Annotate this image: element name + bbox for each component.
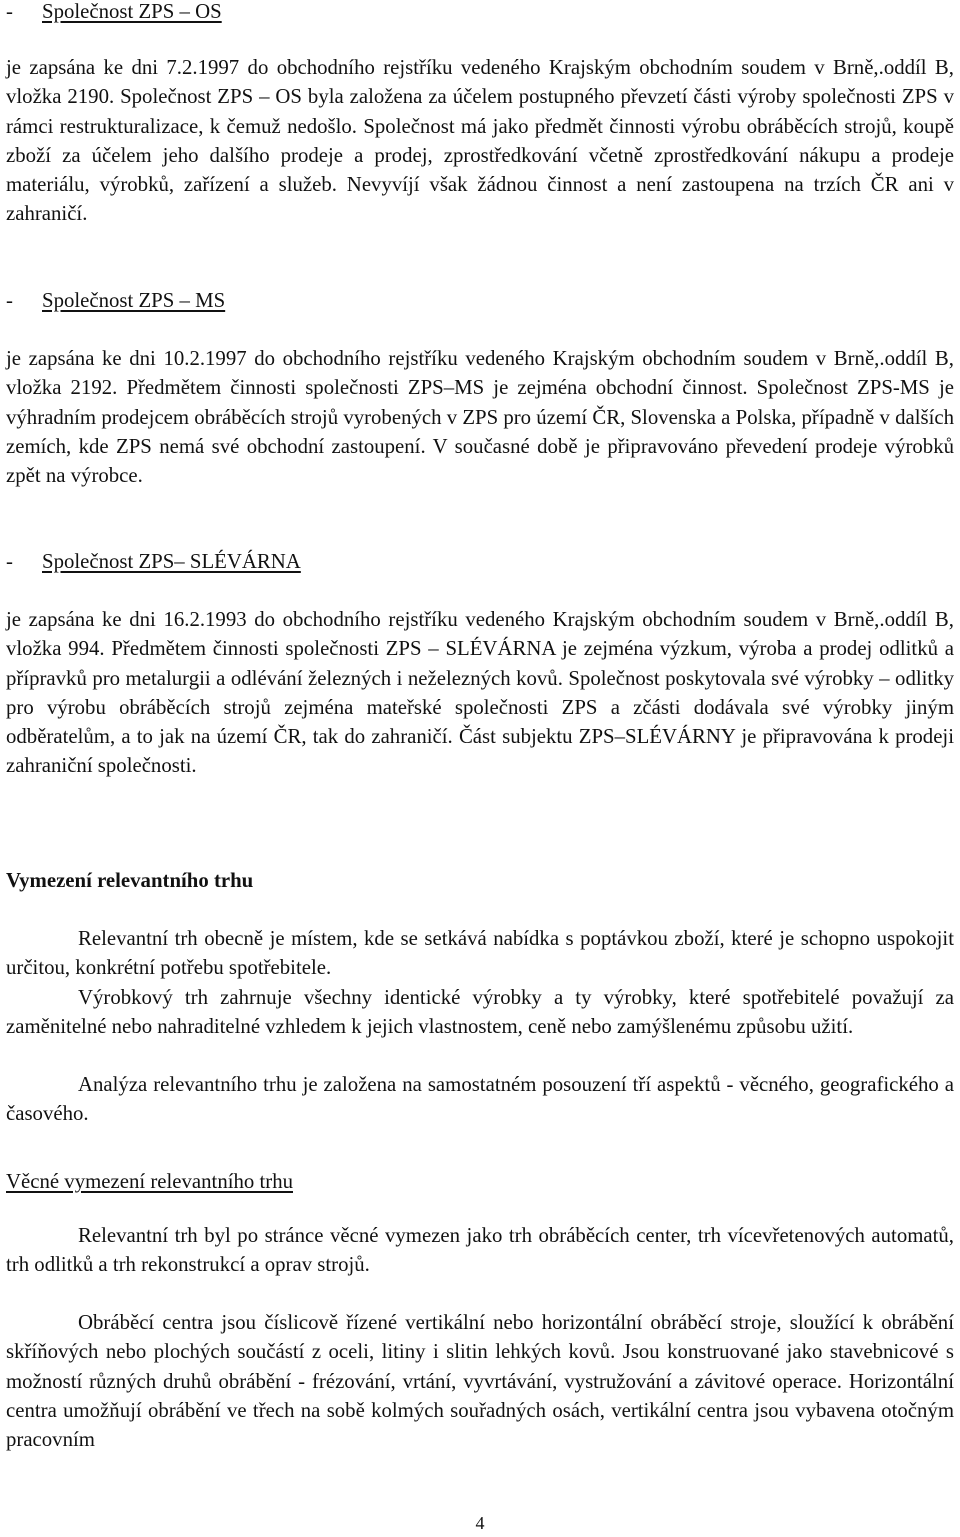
heading-zps-ms-text: Společnost ZPS – MS bbox=[42, 289, 226, 312]
paragraph-vecne-1: Relevantní trh byl po stránce věcné vymezen jako trh obráběcích center, trh vícevřetenových automatů, trh odlitků a trh rekonstrukcí a oprav strojů. bbox=[6, 1224, 954, 1277]
paragraph-zps-ms: je zapsána ke dni 10.2.1997 do obchodního rejstříku vedeného Krajským obchodním soudem v Brně,.oddíl B, vložka 2192. Předmětem činnosti společnosti ZPS–MS je zejména obchodní činnost. Společnost ZPS-MS je výhradním prodejcem obráběcích strojů vyrobených v ZPS pro území ČR, Slovenska a Polska, případně v dalších zemích, kde ZPS nemá své obchodní zastoupení. V současné době je připravováno převedení prodeje výrobků zpět na výrobce. bbox=[6, 347, 954, 488]
heading-vymezeni: Vymezení relevantního trhu bbox=[6, 869, 254, 892]
heading-zps-os: - Společnost ZPS – OS bbox=[6, 0, 222, 23]
heading-zps-slevarna: - Společnost ZPS– SLÉVÁRNA bbox=[6, 550, 301, 573]
paragraph-zps-slevarna: je zapsána ke dni 16.2.1993 do obchodního rejstříku vedeného Krajským obchodním soudem v Brně,.oddíl B, vložka 994. Předmětem činnosti společnosti ZPS – SLÉVÁRNA je zejména výzkum, výroba a prodej odlitků a přípravků pro metalurgii a odlévání železných i neželezných kovů. Společnost poskytovala své výrobky – odlitky pro výrobu obráběcích strojů zejména mateřské společnosti ZPS a zčásti dodávala své výrobky jiným odběratelům, a to jak na území ČR, tak do zahraničí. Část subjektu ZPS–SLÉVÁRNY je připravována k prodeji zahraniční společnosti. bbox=[6, 608, 954, 778]
heading-zps-os-text: Společnost ZPS – OS bbox=[42, 0, 222, 23]
page-number: 4 bbox=[475, 1513, 485, 1533]
paragraph-vymezeni-1: Relevantní trh obecně je místem, kde se setkává nabídka s poptávkou zboží, které je schopno uspokojit určitou, konkrétní potřebu spotřebitele. bbox=[6, 927, 954, 980]
paragraph-vymezeni-3: Analýza relevantního trhu je založena na samostatném posouzení tří aspektů - věcného, geografického a časového. bbox=[6, 1073, 954, 1126]
paragraph-vymezeni-2: Výrobkový trh zahrnuje všechny identické výrobky a ty výrobky, které spotřebitelé považují za zaměnitelné nebo nahraditelné vzhledem k jejich vlastnostem, ceně nebo zamýšlenému způsobu užití. bbox=[6, 986, 954, 1039]
heading-zps-ms: - Společnost ZPS – MS bbox=[6, 289, 226, 312]
heading-zps-slevarna-text: Společnost ZPS– SLÉVÁRNA bbox=[42, 550, 301, 573]
paragraph-vecne-2: Obráběcí centra jsou číslicově řízené vertikální nebo horizontální obráběcí stroje, sloužící k obrábění skříňových nebo plochých součástí z oceli, litiny i slitin lehkých kovů. Jsou konstruované jako stavebnicové s možností různých druhů obrábění - frézování, vrtání, vyvrtávání, vystružování a závitové operace. Horizontální centra umožňují obrábění ve třech na sobě kolmých souřadných osách, vertikální centra jsou vybavena otočným pracovním bbox=[6, 1311, 954, 1452]
paragraph-zps-os: je zapsána ke dni 7.2.1997 do obchodního rejstříku vedeného Krajským obchodním soudem v Brně,.oddíl B, vložka 2190. Společnost ZPS – OS byla založena za účelem postupného převzetí části výroby společnosti ZPS v rámci restrukturalizace, k čemuž nedošlo. Společnost má jako předmět činnosti výrobu obráběcích strojů, koupě zboží za účelem jeho dalšího prodeje a prodej, zprostředkování včetně zprostředkování nákupu a prodeje materiálu, výrobků, zařízení a služeb. Nevyvíjí však žádnou činnost a není zastoupena na trzích ČR ani v zahraničí. bbox=[6, 56, 954, 226]
heading-vecne: Věcné vymezení relevantního trhu bbox=[6, 1170, 293, 1193]
